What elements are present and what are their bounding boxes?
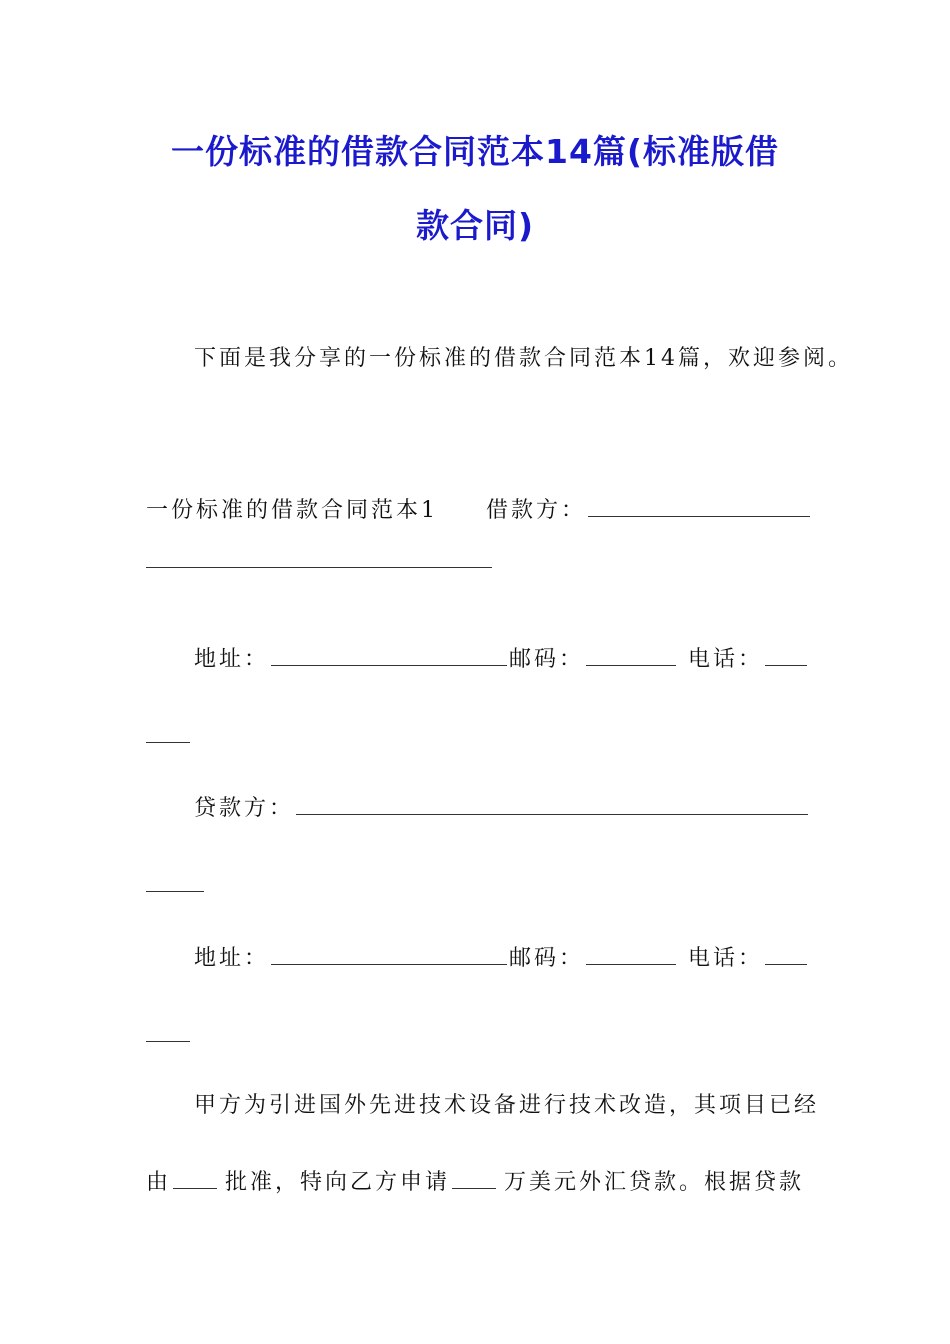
lender-address-label: 地址：: [194, 946, 270, 971]
loan-amount-blank[interactable]: [452, 1166, 496, 1189]
borrower-zip-label: 邮码：: [509, 647, 585, 672]
borrower-phone-blank-continued[interactable]: [146, 741, 190, 743]
lender-zip-label: 邮码：: [509, 946, 585, 971]
body-text-apply: 批准，特向乙方申请: [225, 1170, 451, 1195]
lender-phone-label: 电话：: [688, 946, 764, 971]
borrower-address-blank[interactable]: [271, 643, 507, 666]
body-paragraph-line-1: 甲方为引进国外先进技术设备进行技术改造，其项目已经: [194, 1093, 820, 1118]
lender-address-blank[interactable]: [271, 942, 507, 965]
lender-address-line: [194, 942, 809, 974]
borrower-phone-label: 电话：: [688, 647, 764, 672]
lender-label: 贷款方：: [194, 796, 295, 821]
approver-blank[interactable]: [173, 1166, 217, 1189]
lender-line: [194, 792, 810, 824]
section-heading: 一份标准的借款合同范本1: [146, 498, 438, 523]
body-text-loan: 万美元外汇贷款。根据贷款: [504, 1170, 805, 1195]
lender-phone-blank[interactable]: [765, 942, 807, 965]
body-text-approved-by: 由: [146, 1170, 172, 1195]
document-title-line-1: 一份标准的借款合同范本14篇(标准版借: [170, 132, 779, 171]
lender-zip-blank[interactable]: [586, 942, 676, 965]
body-paragraph-line-2: [146, 1166, 804, 1198]
borrower-name-blank[interactable]: [588, 494, 810, 517]
document-title-line-2: 款合同): [415, 206, 535, 245]
intro-paragraph: 下面是我分享的一份标准的借款合同范本14篇，欢迎参阅。: [194, 346, 853, 371]
borrower-label: 借款方：: [486, 498, 587, 523]
lender-phone-blank-continued[interactable]: [146, 1040, 190, 1042]
borrower-address-line: [194, 643, 809, 675]
borrower-line: [146, 494, 812, 526]
lender-name-blank[interactable]: [296, 792, 808, 815]
borrower-phone-blank[interactable]: [765, 643, 807, 666]
lender-name-blank-continued[interactable]: [146, 890, 204, 892]
borrower-address-label: 地址：: [194, 647, 270, 672]
borrower-zip-blank[interactable]: [586, 643, 676, 666]
borrower-name-blank-continued[interactable]: [146, 566, 492, 568]
